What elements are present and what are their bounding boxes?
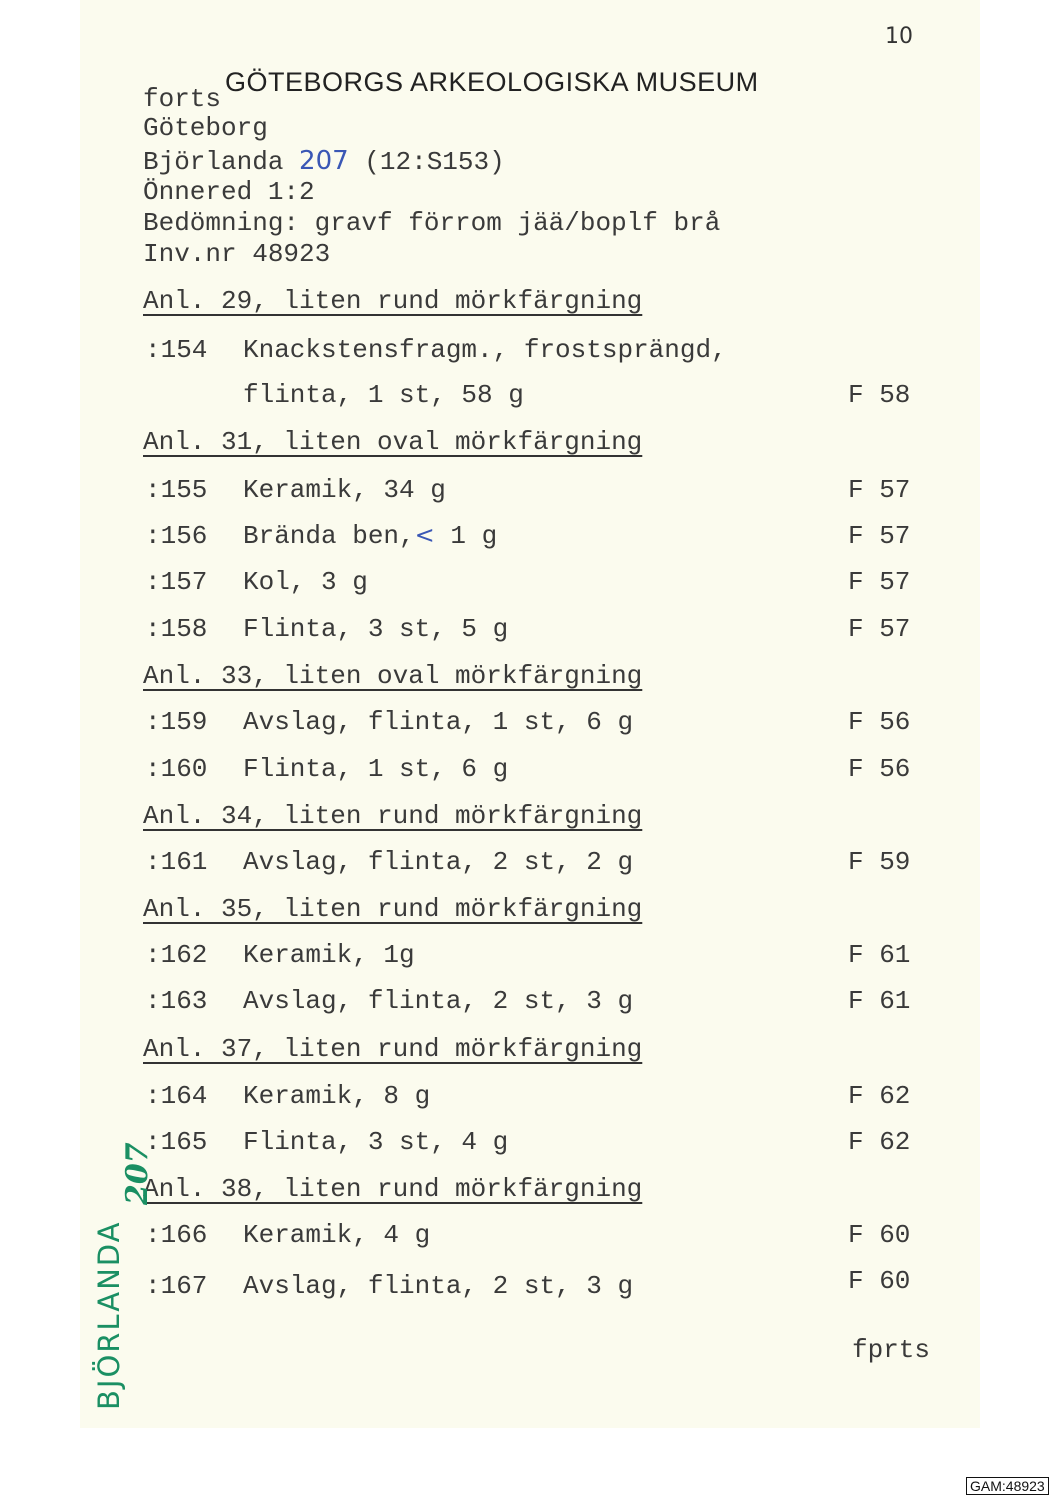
side-stamp-number: 207 [120, 1142, 155, 1205]
section-heading: Anl. 31, liten oval mörkfärgning [143, 427, 643, 457]
entry-reference: F 61 [848, 986, 911, 1016]
handwritten-less-than: < [414, 521, 435, 549]
section-heading: Anl. 38, liten rund mörkfärgning [143, 1174, 643, 1204]
entry-description: Keramik, 34 g [243, 475, 446, 505]
entry-reference: F 57 [848, 614, 911, 644]
site-farm: Önnered 1:2 [143, 177, 315, 207]
entry-number: :155 [145, 475, 208, 505]
entry-reference: F 60 [848, 1266, 911, 1296]
site-assessment: Bedömning: gravf förrom jää/boplf brå [143, 208, 721, 238]
entry-description: Avslag, flinta, 2 st, 2 g [243, 847, 634, 877]
site-parish [143, 146, 505, 177]
site-inventory: Inv.nr 48923 [143, 239, 331, 269]
entry-description: flinta, 1 st, 58 g [243, 380, 524, 410]
entry-number: :165 [145, 1127, 208, 1157]
entry-number: :163 [145, 986, 208, 1016]
entry-number: :166 [145, 1220, 208, 1250]
entry-description: Keramik, 8 g [243, 1081, 431, 1111]
entry-reference: F 60 [848, 1220, 911, 1250]
section-heading: Anl. 35, liten rund mörkfärgning [143, 894, 643, 924]
entry-reference: F 59 [848, 847, 911, 877]
page-number: 10 [885, 24, 913, 49]
entry-reference: F 58 [848, 380, 911, 410]
entry-description: Knackstensfragm., frostsprängd, [243, 335, 727, 365]
section-heading: Anl. 37, liten rund mörkfärgning [143, 1034, 643, 1064]
section-heading: Anl. 29, liten rund mörkfärgning [143, 286, 643, 316]
forts-label-bottom: fprts [852, 1335, 931, 1365]
entry-reference: F 57 [848, 521, 911, 551]
section-heading: Anl. 33, liten oval mörkfärgning [143, 661, 643, 691]
entry-number: :164 [145, 1081, 208, 1111]
entry-description: Keramik, 1g [243, 940, 415, 970]
site-city: Göteborg [143, 113, 268, 143]
entry-reference: F 62 [848, 1127, 911, 1157]
entry-reference: F 57 [848, 567, 911, 597]
parish-code: (12:S153) [364, 147, 505, 177]
entry-number: :162 [145, 940, 208, 970]
entry-description: Flinta, 3 st, 4 g [243, 1127, 509, 1157]
entry-description: Flinta, 3 st, 5 g [243, 614, 509, 644]
entry-number: :161 [145, 847, 208, 877]
entry-description: Keramik, 4 g [243, 1220, 431, 1250]
entry-number: :158 [145, 614, 208, 644]
parish-name: Björlanda [143, 147, 284, 177]
entry-description: Kol, 3 g [243, 567, 368, 597]
entry-reference: F 62 [848, 1081, 911, 1111]
entry-reference: F 56 [848, 754, 911, 784]
forts-label-top: forts [143, 84, 222, 114]
entry-number: :160 [145, 754, 208, 784]
entry-number: :167 [145, 1271, 208, 1301]
entry-number: :159 [145, 707, 208, 737]
entry-description: Flinta, 1 st, 6 g [243, 754, 509, 784]
parish-number-handwritten: 207 [299, 146, 349, 176]
entry-description [243, 521, 497, 551]
entry-description-tail: 1 g [450, 521, 498, 551]
entry-number: :157 [145, 567, 208, 597]
archive-label: GAM:48923 [966, 1477, 1049, 1495]
entry-reference: F 61 [848, 940, 911, 970]
entry-description-text: Brända ben, [243, 521, 415, 551]
entry-description: Avslag, flinta, 2 st, 3 g [243, 1271, 634, 1301]
entry-reference: F 57 [848, 475, 911, 505]
entry-reference: F 56 [848, 707, 911, 737]
entry-description: Avslag, flinta, 1 st, 6 g [243, 707, 634, 737]
entry-number: :154 [145, 335, 208, 365]
entry-number: :156 [145, 521, 208, 551]
entry-description: Avslag, flinta, 2 st, 3 g [243, 986, 634, 1016]
section-heading: Anl. 34, liten rund mörkfärgning [143, 801, 643, 831]
museum-header: GÖTEBORGS ARKEOLOGISKA MUSEUM [225, 67, 759, 97]
side-stamp: BJÖRLANDA [92, 1220, 126, 1410]
